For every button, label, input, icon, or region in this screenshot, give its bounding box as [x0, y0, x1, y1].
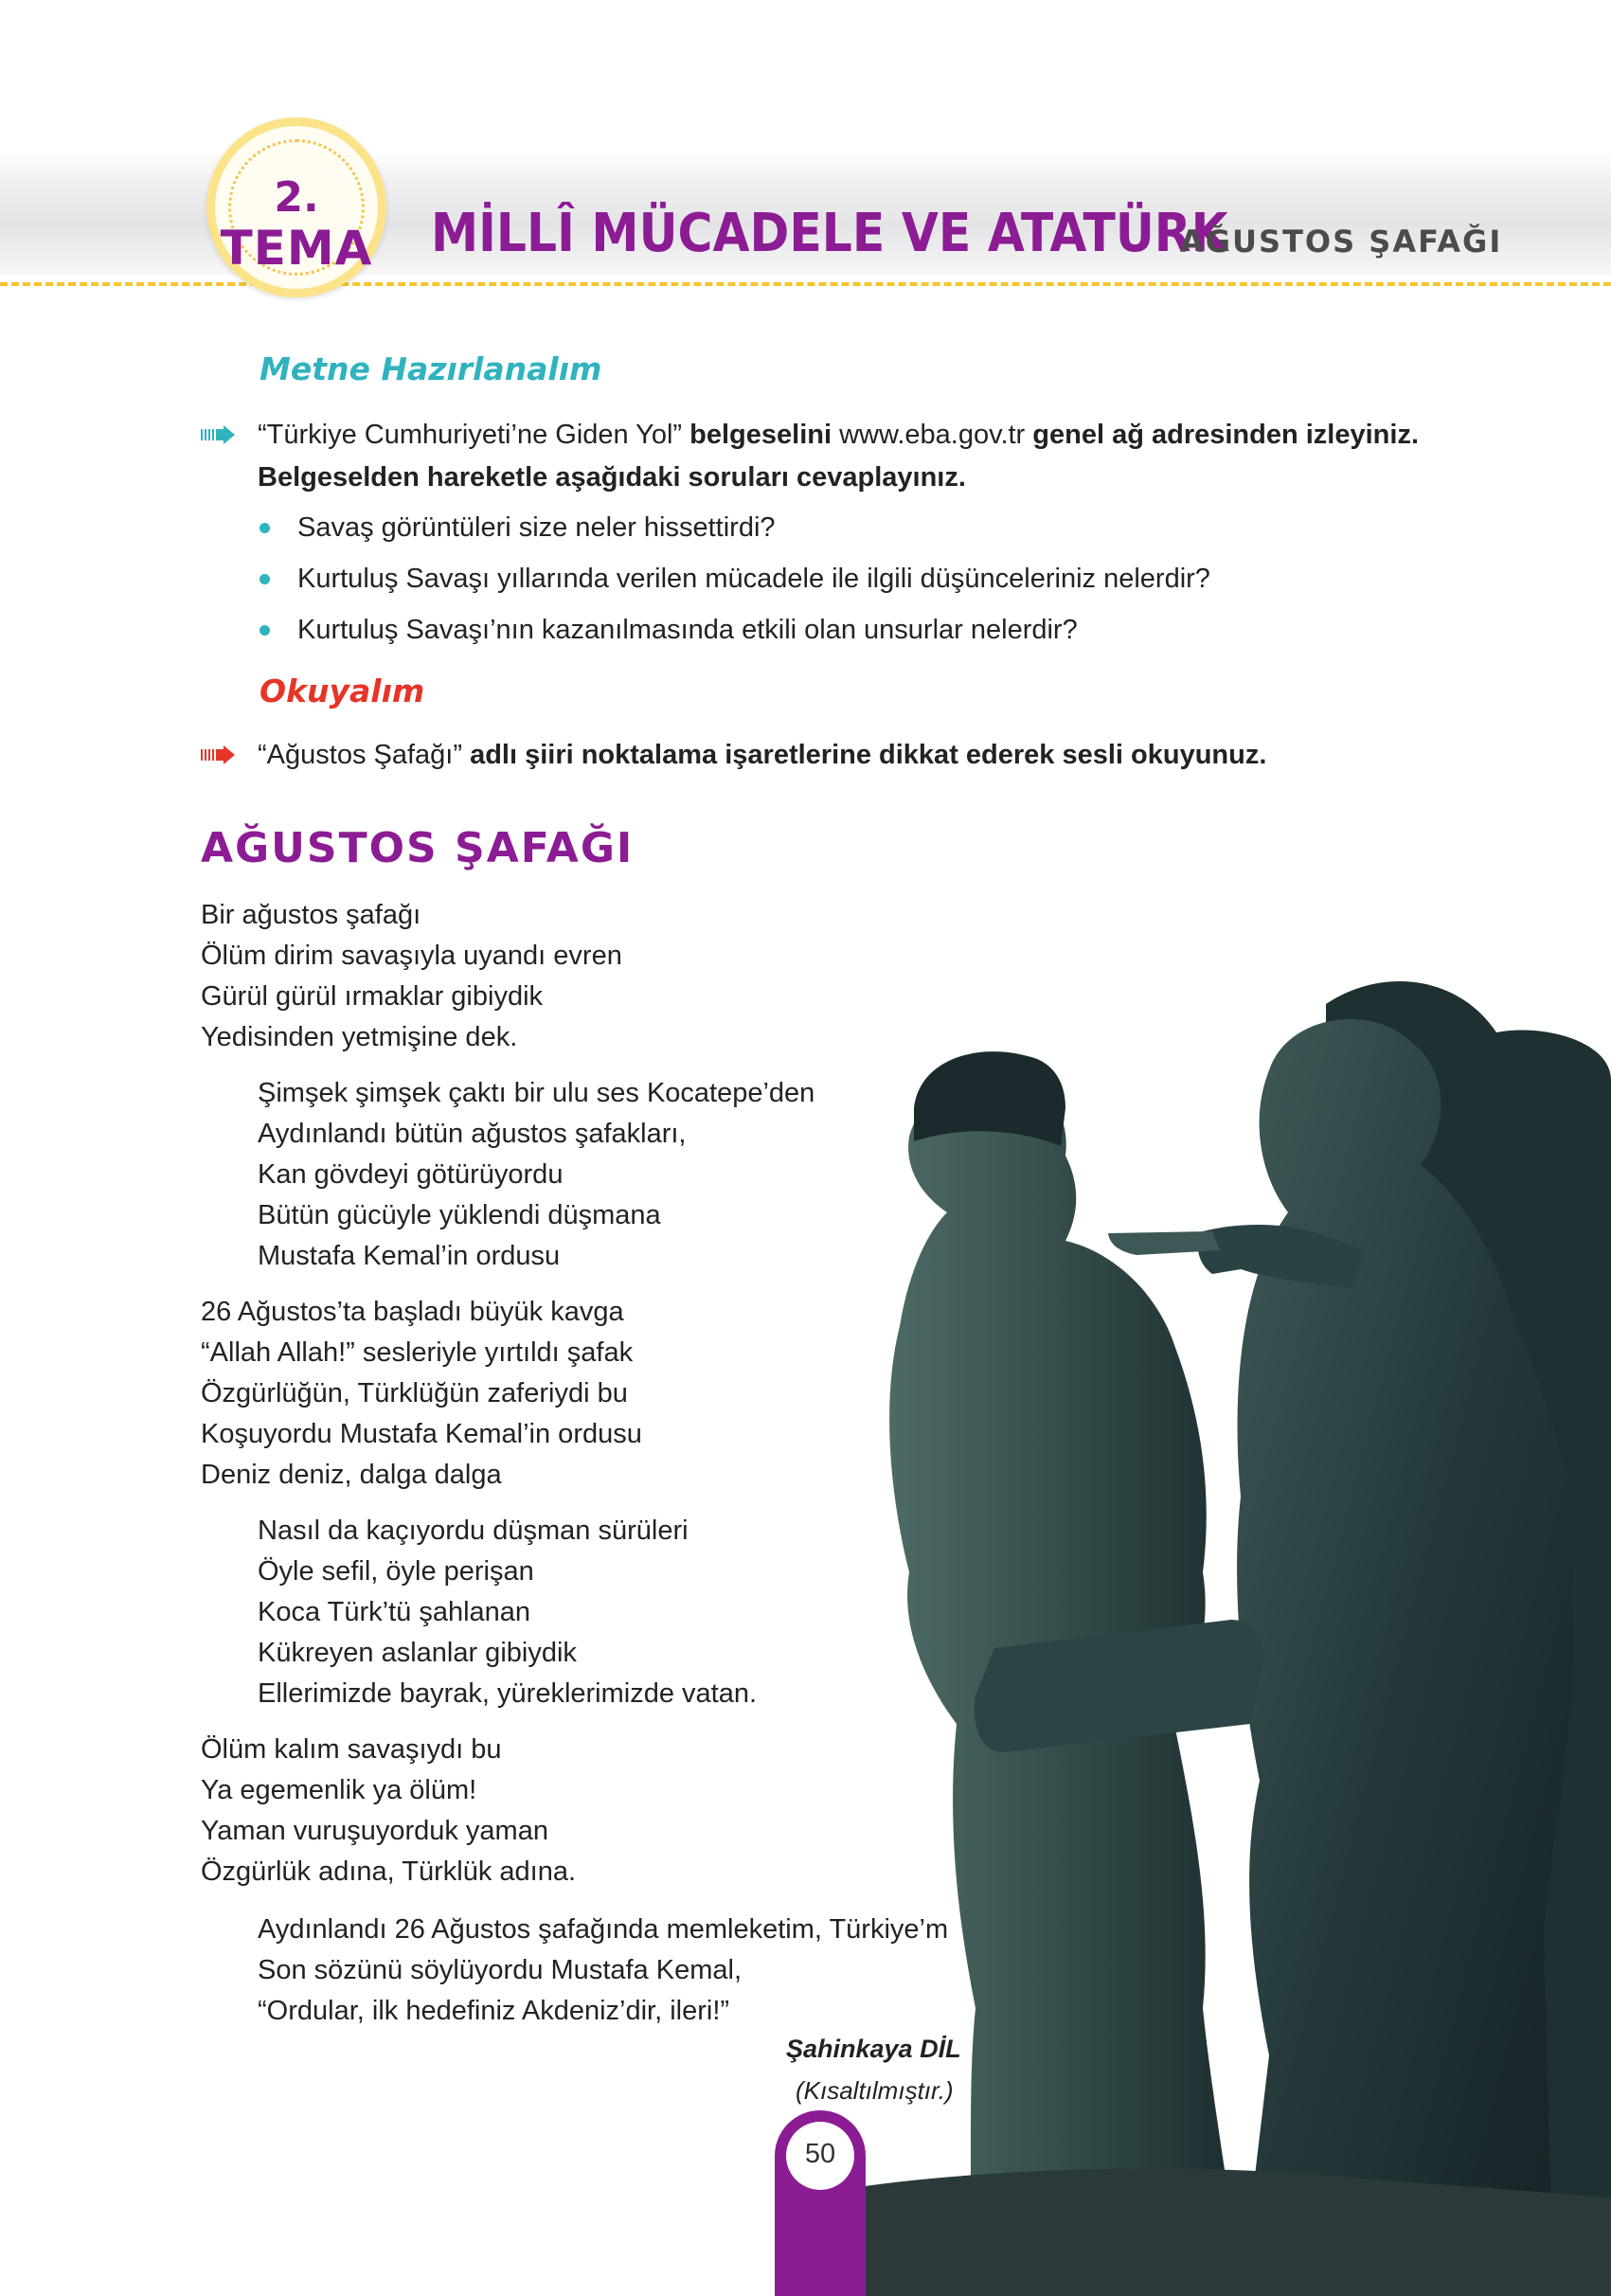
page-number: 50 — [804, 2139, 836, 2169]
poem-line: Ya egemenlik ya ölüm! — [201, 1775, 477, 1805]
poem-stanza-3 — [201, 1292, 642, 1496]
poem-line: Aydınlandı 26 Ağustos şafağında memleketim, Türkiye’m — [258, 1914, 949, 1945]
poem-line: Deniz deniz, dalga dalga — [201, 1460, 502, 1490]
documentary-name: “Türkiye Cumhuriyeti’ne Giden Yol” — [258, 420, 683, 450]
poem-line: Koşuyordu Mustafa Kemal’in ordusu — [201, 1419, 642, 1449]
bullet-icon — [260, 574, 270, 584]
prepare-intro-line1 — [258, 414, 1419, 457]
poem-stanza-6 — [258, 1910, 948, 2032]
poem-stanza-1 — [201, 895, 622, 1058]
theme-badge — [206, 117, 386, 297]
theme-word: TEMA — [220, 221, 373, 276]
poem-line: Özgürlük adına, Türklük adına. — [201, 1857, 577, 1887]
poem-title: AĞUSTOS ŞAFAĞI — [201, 824, 635, 872]
eba-link[interactable]: www.eba.gov.tr — [839, 420, 1026, 450]
poem-line: Gürül gürül ırmaklar gibiydik — [201, 981, 544, 1012]
red-arrow-icon — [201, 745, 235, 764]
poem-line: Mustafa Kemal’in ordusu — [258, 1241, 561, 1271]
poem-line: Son sözünü söylüyordu Mustafa Kemal, — [258, 1955, 742, 1985]
reading-instruction — [258, 734, 1266, 777]
poem-line: Ellerimizde bayrak, yüreklerimizde vatan. — [258, 1678, 758, 1709]
prepare-heading: Metne Hazırlanalım — [260, 350, 602, 387]
poem-line: “Allah Allah!” sesleriyle yırtıldı şafak — [201, 1337, 634, 1368]
bullet-icon — [260, 625, 270, 636]
lesson-title: AĞUSTOS ŞAFAĞI — [1180, 224, 1503, 260]
poem-line: Aydınlandı bütün ağustos şafakları, — [258, 1119, 687, 1149]
question-item: Kurtuluş Savaşı yıllarında verilen mücadele ile ilgili düşünceleriniz nelerdir? — [297, 564, 1210, 594]
reading-heading: Okuyalım — [260, 673, 425, 709]
header-dash-bottom — [0, 282, 1611, 286]
poem-stanza-5 — [201, 1730, 576, 1892]
poem-line: Bir ağustos şafağı — [201, 900, 421, 930]
poem-line: Bütün gücüyle yüklendi düşmana — [258, 1200, 661, 1230]
poem-line: Şimşek şimşek çaktı bir ulu ses Kocatepe’den — [258, 1078, 815, 1108]
poem-line: Nasıl da kaçıyordu düşman sürüleri — [258, 1516, 689, 1546]
prepare-intro-line2: Belgeselden hareketle aşağıdaki soruları cevaplayınız. — [258, 462, 966, 493]
poem-name-quote: “Ağustos Şafağı” — [258, 740, 462, 770]
poem-line: Yedisinden yetmişine dek. — [201, 1022, 518, 1052]
poem-line: Öyle sefil, öyle perişan — [258, 1556, 534, 1587]
poem-line: Ölüm kalım savaşıydı bu — [201, 1734, 502, 1765]
poem-line: Koca Türk’tü şahlanan — [258, 1597, 531, 1627]
question-item: Savaş görüntüleri size neler hissettirdi? — [297, 512, 776, 543]
teal-arrow-icon — [201, 425, 235, 444]
question-item: Kurtuluş Savaşı’nın kazanılmasında etkili olan unsurlar nelerdir? — [297, 615, 1078, 645]
intro-bold-2: genel ağ adresinden izleyiniz. — [1032, 420, 1420, 450]
poem-author: Şahinkaya DİL — [786, 2035, 961, 2063]
theme-number: 2. — [274, 173, 319, 222]
poem-line: Ölüm dirim savaşıyla uyandı evren — [201, 941, 622, 971]
poem-stanza-4 — [258, 1511, 757, 1714]
poem-line: “Ordular, ilk hedefiniz Akdeniz’dir, ileri!” — [258, 1996, 730, 2026]
poem-line: Yaman vuruşuyorduk yaman — [201, 1816, 548, 1846]
abridged-note: (Kısaltılmıştır.) — [796, 2076, 954, 2105]
bullet-icon — [260, 523, 270, 533]
poem-line: Kükreyen aslanlar gibiydik — [258, 1638, 577, 1668]
poem-line: Kan gövdeyi götürüyordu — [258, 1159, 564, 1190]
poem-stanza-2 — [258, 1073, 814, 1277]
unit-title: MİLLÎ MÜCADELE VE ATATÜRK — [431, 203, 1228, 264]
reading-bold: adlı şiiri noktalama işaretlerine dikkat ederek sesli okuyunuz. — [470, 740, 1267, 770]
intro-bold-1: belgeselini — [689, 420, 832, 450]
poem-line: Özgürlüğün, Türklüğün zaferiydi bu — [201, 1378, 628, 1408]
poem-line: 26 Ağustos’ta başladı büyük kavga — [201, 1297, 624, 1327]
